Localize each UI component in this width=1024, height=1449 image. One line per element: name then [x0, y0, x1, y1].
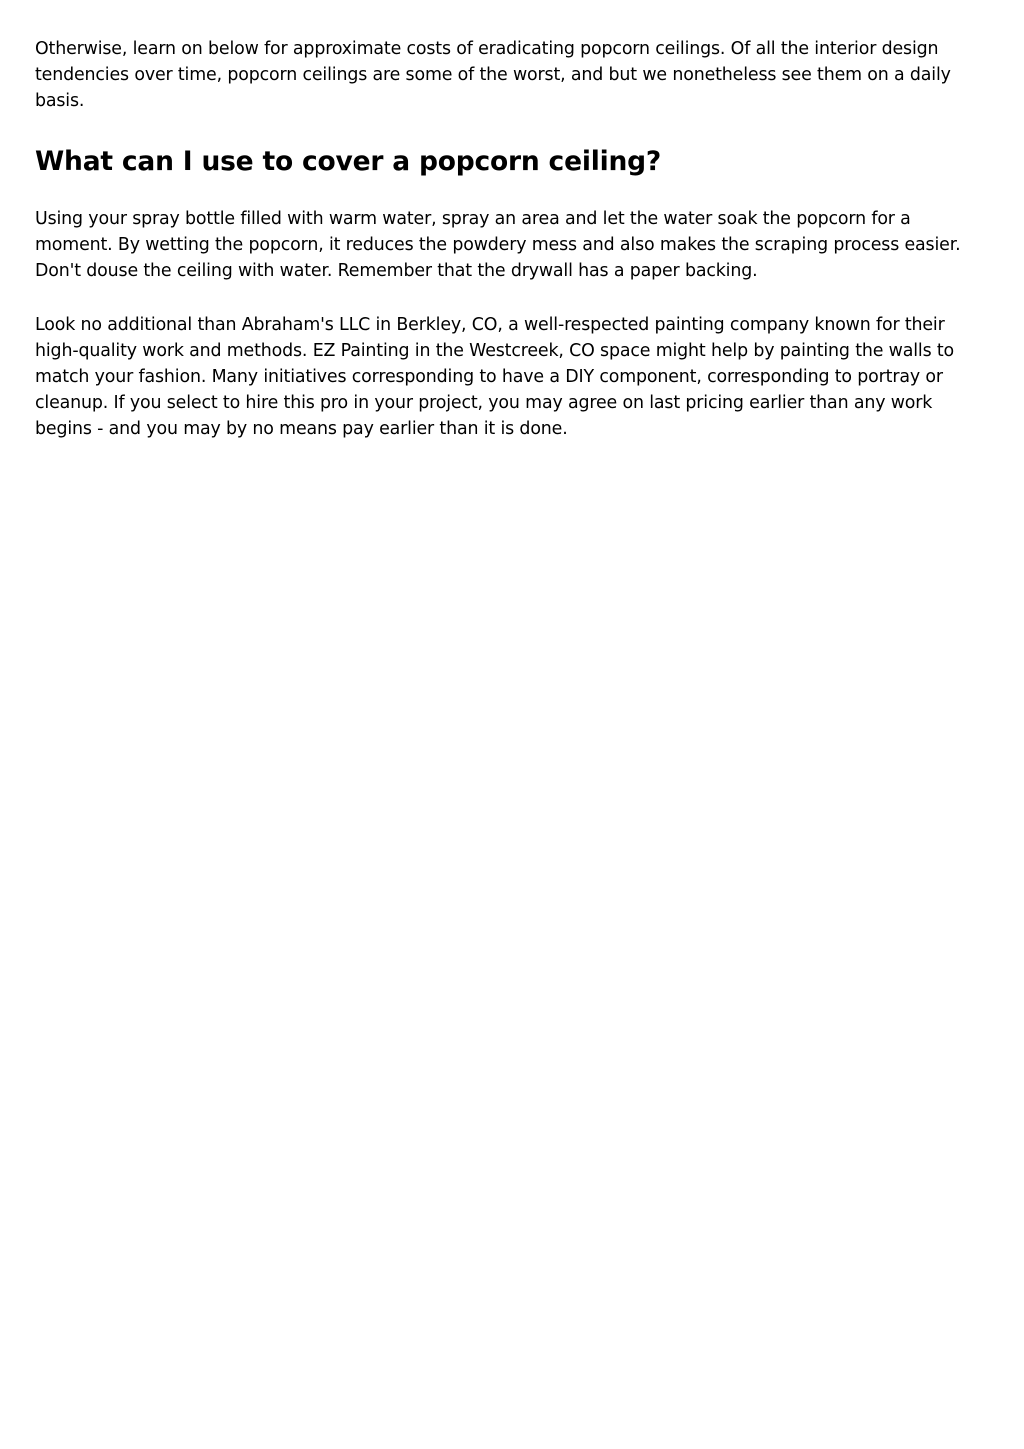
intro-paragraph: Otherwise, learn on below for approximate costs of eradicating popcorn ceilings. Of all the interior design tendencies over time, popcorn ceilings are some of the worst, and but we nonetheless see them on a daily basis. — [35, 39, 951, 111]
body-paragraph-painting-company: Look no additional than Abraham's LLC in Berkley, CO, a well-respected painting company known for their high-quality work and methods. EZ Painting in the Westcreek, CO space might help by painting the walls to match your fashion. Many initiatives corresponding to have a DIY component, corresponding to portray or cleanup. If you select to hire this pro in your project, you may agree on last pricing earlier than any work begins - and you may by no means pay earlier than it is done. — [35, 315, 955, 439]
section-heading: What can I use to cover a popcorn ceiling? — [35, 146, 662, 177]
body-paragraph-spray: Using your spray bottle filled with warm water, spray an area and let the water soak the popcorn for a moment. By wetting the popcorn, it reduces the powdery mess and also makes the scraping process easier. Don't douse the ceiling with water. Remember that the drywall has a paper backing. — [35, 209, 961, 281]
document-page — [35, 36, 991, 442]
